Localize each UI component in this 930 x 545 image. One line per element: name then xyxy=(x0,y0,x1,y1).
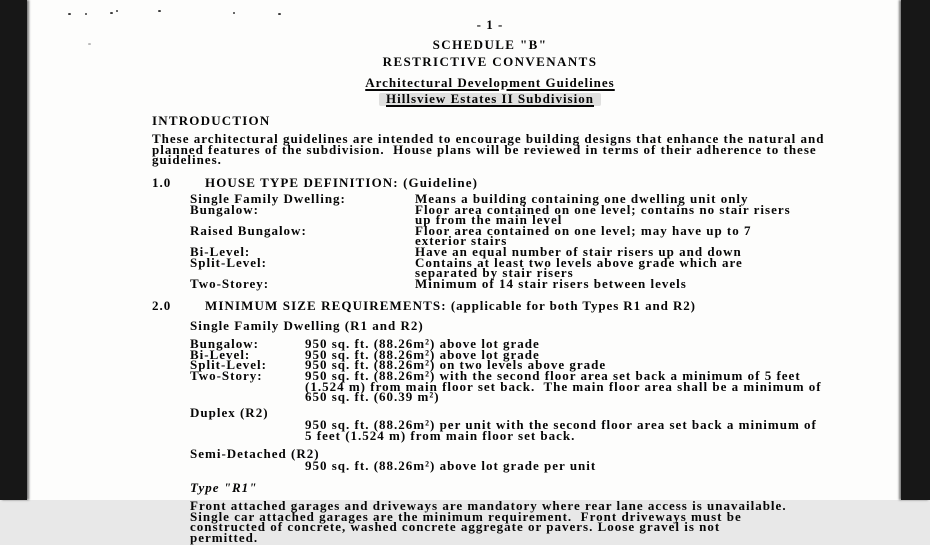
definition-text: Floor area contained on one level; may have up to 7 exterior stairs xyxy=(415,222,756,249)
single-family-dwelling-title: Single Family Dwelling (R1 and R2) xyxy=(190,318,424,334)
scan-speck xyxy=(158,10,161,12)
definition-text: Contains at least two levels above grade which are separated by stair risers xyxy=(415,254,748,281)
introduction-heading: INTRODUCTION xyxy=(152,113,271,128)
scan-speck xyxy=(88,43,91,45)
definition-text: Floor area contained on one level; contains no stair risers up from the main level xyxy=(415,201,795,228)
minimum-size-table xyxy=(190,335,828,405)
size-term: Bungalow: xyxy=(190,335,259,351)
table-row xyxy=(190,368,828,405)
size-value: 950 sq. ft. (88.26m²) above lot grade xyxy=(305,335,540,351)
page-number: - 1 - xyxy=(476,17,504,32)
guidelines-subtitle-text: Architectural Development Guidelines xyxy=(365,75,615,90)
semi-detached-title: Semi-Detached (R2) xyxy=(190,446,320,462)
scan-speck xyxy=(110,12,113,14)
definition-text: Means a building containing one dwelling unit only xyxy=(415,190,749,206)
section-2-number: 2.0 xyxy=(152,298,172,314)
size-term: Two-Story: xyxy=(190,368,263,384)
definition-term: Split-Level: xyxy=(190,254,267,270)
section-1-heading-row xyxy=(152,175,828,191)
covenants-title: RESTRICTIVE CONVENANTS xyxy=(382,54,598,69)
scan-speck xyxy=(85,13,87,15)
scan-speck xyxy=(68,13,71,15)
introduction-paragraph: These architectural guidelines are intended to encourage building designs that enhance the natural and planned features of the subdivision. House plans will be reviewed in terms of their adherence to these guidelines. xyxy=(152,130,829,168)
type-r1-paragraph: Front attached garages and driveways are mandatory where rear lane access is unavailable. Single car attached garages are the minimum requirement. Front driveways must be constructed of concrete, washed concrete aggregate or pavers. Loose gravel is not permitted. xyxy=(190,497,791,545)
section-2-heading-note: (applicable for both Types R1 and R2) xyxy=(450,298,696,314)
subdivision-subtitle xyxy=(152,93,828,106)
size-value: 950 sq. ft. (88.26m²) on two levels above grade xyxy=(305,357,607,373)
definition-term: Raised Bungalow: xyxy=(190,222,307,238)
section-2-heading: MINIMUM SIZE REQUIREMENTS: xyxy=(205,298,447,314)
house-type-definition-table xyxy=(190,190,828,291)
definition-term: Bungalow: xyxy=(190,201,259,217)
semi-detached-body: 950 sq. ft. (88.26m²) above lot grade per unit xyxy=(305,458,597,474)
section-1-number: 1.0 xyxy=(152,175,172,191)
guidelines-subtitle xyxy=(152,77,828,89)
scan-speck xyxy=(116,10,118,12)
scan-speck xyxy=(278,13,281,15)
duplex-title: Duplex (R2) xyxy=(190,405,269,421)
document-content xyxy=(152,19,828,544)
type-r1-title: Type "R1" xyxy=(190,479,258,495)
definition-term: Bi-Level: xyxy=(190,243,251,259)
section-2-heading-row xyxy=(152,298,828,314)
duplex-body: 950 sq. ft. (88.26m²) per unit with the second floor area set back a minimum of 5 feet (1.524 m) from main floor set back. xyxy=(305,416,822,443)
size-value: 950 sq. ft. (88.26m²) above lot grade xyxy=(305,346,540,362)
definition-text: Have an equal number of stair risers up and down xyxy=(415,243,742,259)
subdivision-subtitle-text: Hillsview Estates II Subdivision xyxy=(386,91,594,106)
scan-speck xyxy=(233,12,235,14)
schedule-title: SCHEDULE "B" xyxy=(432,37,548,52)
section-1-heading: HOUSE TYPE DEFINITION: (Guideline) xyxy=(205,175,478,191)
definition-text: Minimum of 14 stair risers between levels xyxy=(415,275,687,291)
definition-term: Single Family Dwelling: xyxy=(190,190,346,206)
size-term: Split-Level: xyxy=(190,357,267,373)
scan-edge-right xyxy=(901,0,930,500)
size-value: 950 sq. ft. (88.26m²) with the second floor area set back a minimum of 5 feet (1.524 m) from main floor set back. The main floor area shall be a minimum of 650 sq. ft. (60.39 m²) xyxy=(305,368,826,405)
definition-term: Two-Storey: xyxy=(190,275,270,291)
scan-edge-left xyxy=(0,0,27,500)
table-row xyxy=(190,275,828,291)
size-term: Bi-Level: xyxy=(190,346,251,362)
